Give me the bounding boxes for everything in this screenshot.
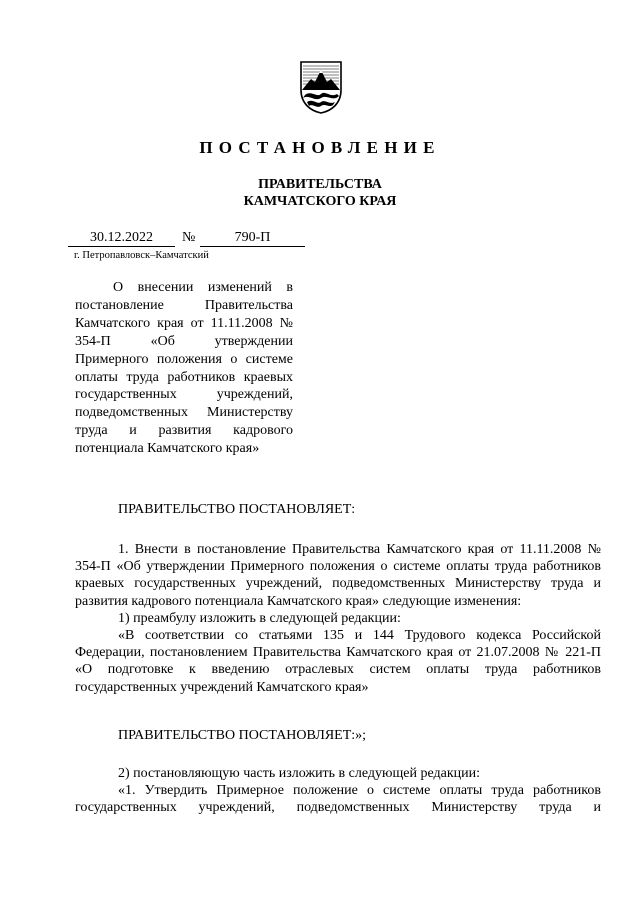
number-sign: № — [182, 230, 196, 245]
body-block-2 — [75, 765, 601, 817]
issuer-line-1: ПРАВИТЕЛЬСТВА — [258, 177, 382, 192]
subject-text: О внесении изменений в постановление Правительства Камчатского края от 11.11.2008 № 354-П «Об утверждении Примерного положения о системе оплаты труда работников краевых государственных учреждений, подведомственных Министерству труда и развития кадрового потенциала Камчатского края» — [75, 280, 293, 457]
document-number: 790-П — [200, 230, 305, 247]
body-block-1 — [75, 541, 601, 696]
issuer — [0, 176, 640, 210]
paragraph-2: 1) преамбулу изложить в следующей редакции: — [118, 610, 401, 626]
document-date: 30.12.2022 — [68, 230, 175, 247]
paragraph-3: «В соответствии со статьями 135 и 144 Трудового кодекса Российской Федерации, постановлением Правительства Камчатского края от 21.07.2008 № 221-П «О подготовке к введению отраслевых систем оплаты труда работников государственных учреждений Камчатского края» — [75, 628, 601, 695]
kamchatka-coat-of-arms-icon — [299, 60, 343, 114]
paragraph-1: 1. Внести в постановление Правительства Камчатского края от 11.11.2008 № 354-П «Об утверждении Примерного положения о системе оплаты труда работников краевых государственных учреждений, подведомственных Министерству труда и развития кадрового потенциала Камчатского края» следующие изменения: — [75, 542, 601, 609]
paragraph-4: 2) постановляющую часть изложить в следующей редакции: — [118, 766, 481, 781]
document-subject — [75, 279, 293, 458]
place-of-issue: г. Петропавловск–Камчатский — [74, 250, 209, 261]
issuer-line-2: КАМЧАТСКОГО КРАЯ — [243, 194, 397, 209]
paragraph-5: «1. Утвердить Примерное положение о системе оплаты труда работников государственных учреждений, подведомственных Министерству труда и — [75, 783, 601, 816]
decree-heading-1: ПРАВИТЕЛЬСТВО ПОСТАНОВЛЯЕТ: — [118, 502, 356, 517]
decree-heading-2: ПРАВИТЕЛЬСТВО ПОСТАНОВЛЯЕТ:»; — [118, 728, 367, 743]
document-type-title: ПОСТАНОВЛЕНИЕ — [199, 138, 441, 157]
